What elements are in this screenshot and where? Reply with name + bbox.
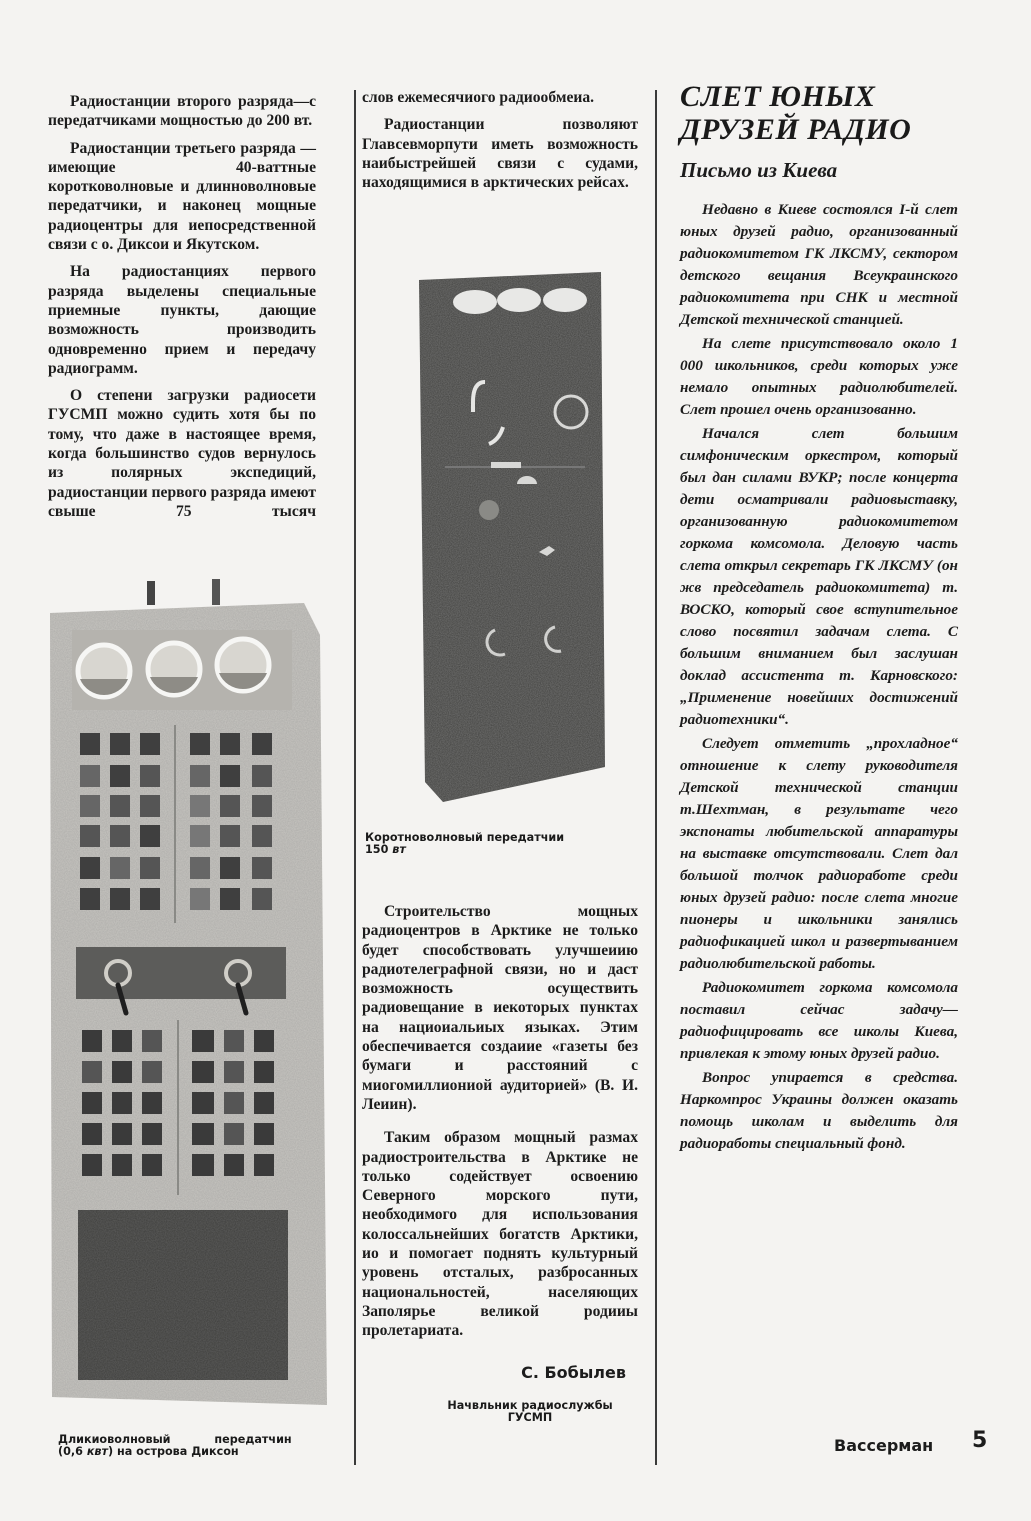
paragraph: О степени загрузки радиосети ГУСМП можно судить хотя бы по тому, что даже в настоящее время, когда большинство судов вернулось из полярных экспедиций, радиостанции первого разряда имеют свыше 75 тысяч [48, 387, 316, 520]
left-column [48, 92, 316, 521]
middle-column-bottom [362, 902, 638, 1424]
caption-text: Коротноволновый передатчии [365, 831, 565, 844]
author-title-line: ГУСМП [507, 1410, 553, 1424]
paragraph: Недавно в Киеве состоялся I-й слет юных друзей радио, организованный радиокомитетом ГК ЛКСМУ, сектором детского вещания Всеукраинского радиокомитета при СНК и местной Детской технической станцией. [680, 201, 958, 328]
paragraph: На радиостанциях первого разряда выделены специальные приемные пункты, дающие возможность производить одновременно прием и передачу радиограмм. [48, 263, 316, 377]
paragraph: Следует отметить „прохладное“ отношение к слету руководителя Детской технической станции т.Шехтман, в результате чего экспонаты любительской аппаратуры на выставке отсутствовали. Слет дал большой толчок радиоработе среди юных друзей радио: после слета многие пионеры и школьники занялись радиофикацией школ и развертыванием радиолюбительской работы. [680, 735, 958, 972]
caption-text: ) на острова Диксон [108, 1445, 239, 1458]
caption-text: 150 [365, 843, 393, 856]
right-column [680, 80, 958, 1155]
page-number: 5 [972, 1428, 988, 1453]
paragraph: слов ежемесячиого радиообмеиа. [362, 89, 595, 106]
paragraph: Таким образом мощный размах радиостроительства в Арктике не только содействует освоению Северного морского пути, необходимого для использования колоссальнейших богатств Арктики, ио и помогает поднять культурный уровень отсталых, разбросанных национальностей, населяющих Заполярье великой родииы пролетариата. [362, 1129, 638, 1340]
paragraph: Радиостанции позволяют Главсевморпути иметь возможность наибыстрейшей связи с судами, находящимися в арктических рейсах. [362, 116, 638, 192]
paragraph: Радиостанции третьего разряда — имеющие 40-ваттные коротковолновые и длинноволновые передатчики, и наконец мощные радиоцентры для иепосредственной связи с о. Диксои и Якутском. [48, 139, 316, 254]
author-title [362, 1400, 638, 1424]
title-line: СЛЕТ ЮНЫХ [680, 80, 876, 113]
column-divider [354, 90, 356, 1465]
paragraph: Радиокомитет горкома комсомола поставил сейчас задачу—радиофицировать все школы Киева, привлекая к этому юных друзей радио. [680, 979, 958, 1062]
author-signature: С. Бобылев [521, 1362, 626, 1382]
paragraph: Строительство мощных радиоцентров в Арктике не только будет способствовать улучшеиию радиотелеграфной связи, но и даст возможность осуществить радиовещание в иекоторых пунктах на нациоиальиых языках. Этим обеспечивается создаиие «газеты без бумаги и расстояний с миогомиллиониой аудиторией» (В. И. Леиин). [362, 903, 638, 1113]
longwave-photo-caption [58, 1434, 330, 1458]
caption-unit: квт [86, 1445, 108, 1458]
middle-column-top [362, 88, 638, 192]
article-subtitle: Письмо из Киева [680, 158, 838, 182]
caption-text: (0,6 [58, 1445, 87, 1458]
column-divider [655, 90, 657, 1465]
paragraph: Вопрос упирается в средства. Наркомпрос Украины должен оказать помощь школам и выделить для радиоработы специальный фонд. [680, 1069, 958, 1152]
caption-text: Дликиоволновый передатчин [58, 1433, 292, 1446]
author-title-line: Начвльник радиослужбы [447, 1398, 613, 1412]
paragraph: Радиостанции второго разряда—с передатчиками мощностью до 200 вт. [48, 93, 316, 130]
title-line: ДРУЗЕЙ РАДИО [680, 113, 912, 146]
shortwave-transmitter-photo [405, 262, 615, 822]
article-author: Вассерман [834, 1436, 934, 1455]
paragraph: Начался слет большим симфоническим оркестром, который был дан силами ВУКР; после концерта дети осматривали радиовыставку, организованную радиокомитетом горкома комсомола. Деловую часть слета открыл секретарь ГК ЛКСМУ (он жв председатель радиокомитета) т. ВОСКО, который свое вступительное слово посвятил задачам слета. С большим вниманием был заслушан доклад ассистента т. Карновского: „Применение новейших достижений радиотехники“. [680, 425, 958, 728]
paragraph: На слете присутствовало около 1 000 школьников, среди которых уже немало опытных радиолюбителей. Слет прошел очень организованно. [680, 335, 958, 418]
caption-unit: вт [392, 843, 406, 856]
article-title [680, 80, 958, 146]
shortwave-photo-caption [365, 832, 645, 856]
longwave-transmitter-photo [42, 575, 342, 1420]
